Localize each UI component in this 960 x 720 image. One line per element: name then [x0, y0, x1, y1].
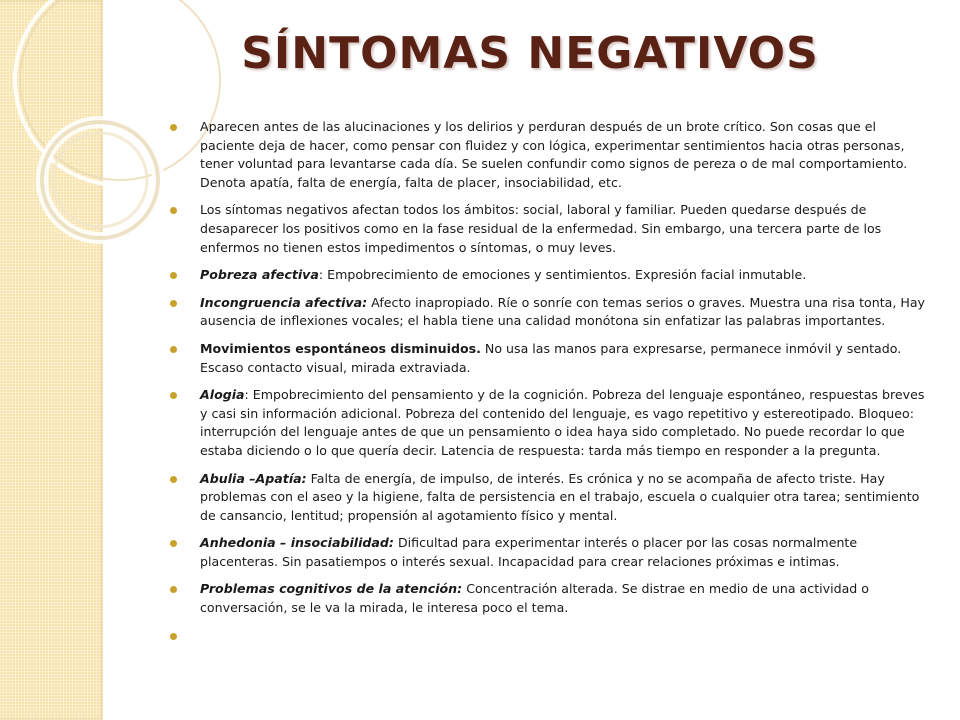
item-term: Problemas cognitivos de la atención: — [200, 581, 463, 597]
item-term: Incongruencia afectiva: — [200, 294, 368, 310]
list-item-alogia — [170, 386, 932, 460]
item-text: Dificultad para experimentar interés o placer por las cosas normalmente placenteras. Sin pasatiempos o interés sexual. Incapacidad para crear relaciones próximas e intimas. — [200, 535, 858, 569]
bullet-dot-icon — [170, 633, 177, 640]
item-text: : Empobrecimiento de emociones y sentimientos. Expresión facial inmutable. — [318, 267, 807, 283]
bullet-dot-icon — [170, 476, 177, 483]
item-text: Los síntomas negativos afectan todos los ámbitos: social, laboral y familiar. Pueden quedarse después de desaparecer los positivos como en la fase residual de la enfermedad. Sin embargo, una tercera parte de los enfermos no tienen estos impedimentos o síntomas, o muy leves. — [200, 202, 882, 255]
item-term: Abulia –Apatía: — [200, 470, 307, 486]
bullet-dot-icon — [170, 346, 177, 353]
slide-title: SÍNTOMAS NEGATIVOS — [241, 28, 819, 79]
item-text — [200, 628, 204, 643]
bullet-dot-icon — [170, 540, 177, 547]
list-item-areas — [170, 201, 932, 257]
bullet-dot-icon — [170, 272, 177, 279]
bullet-dot-icon — [170, 300, 177, 307]
bullet-dot-icon — [170, 586, 177, 593]
list-item-abulia — [170, 470, 932, 526]
list-item-atencion — [170, 580, 932, 617]
item-text: Falta de energía, de impulso, de interés. Es crónica y no se acompaña de afecto triste. Hay problemas con el aseo y la higiene, falta de persistencia en el trabajo, escuela o cualquier otra tarea; sentimiento de cansancio, lentitud; propensión al agotamiento físico y mental. — [200, 470, 920, 523]
item-text: Concentración alterada. Se distrae en medio de una actividad o conversación, se le va la mirada, le interesa poco el tema. — [200, 581, 869, 616]
list-item-pobreza-afectiva — [170, 266, 932, 285]
item-text: : Empobrecimiento del pensamiento y de la cognición. Pobreza del lenguaje espontáneo, respuestas breves y casi sin información adicional. Pobreza del contenido del lenguaje, es vago repetitivo y estereotipado. Bloqueo: interrupción del lenguaje antes de que un pensamiento o idea haya sido completado. No puede recordar lo que estaba diciendo o lo que quería decir. Latencia de respuesta: tarda más tiempo en responder a la pregunta. — [200, 387, 925, 458]
item-term: Pobreza afectiva — [200, 267, 319, 283]
list-item-empty — [170, 627, 932, 646]
bullet-dot-icon — [170, 124, 177, 131]
bullet-dot-icon — [170, 392, 177, 399]
item-text: Aparecen antes de las alucinaciones y los delirios y perduran después de un brote crítico. Son cosas que el paciente deja de hacer, como pensar con fluidez y con lógica, experimentar sentimientos hacia otras personas, tener voluntad para levantarse cada día. Se suelen confundir como signos de pereza o de mal comportamiento. Denota apatía, falta de energía, falta de placer, insociabilidad, etc. — [200, 119, 908, 190]
item-term: Alogia — [200, 387, 245, 403]
bullet-dot-icon — [170, 207, 177, 214]
list-item-anhedonia — [170, 534, 932, 571]
list-item-movimientos — [170, 340, 932, 377]
item-text: No usa las manos para expresarse, permanece inmóvil y sentado. Escaso contacto visual, mirada extraviada. — [200, 340, 902, 375]
item-term: Anhedonia – insociabilidad: — [200, 535, 394, 551]
item-term: Movimientos espontáneos disminuidos. — [200, 340, 481, 356]
list-item-incongruencia-afectiva — [170, 294, 932, 331]
bullet-list — [170, 118, 932, 654]
item-text: Afecto inapropiado. Ríe o sonríe con temas serios o graves. Muestra una risa tonta, Hay ausencia de inflexiones vocales; el habla tiene una calidad monótona sin enfatizar las palabras importantes. — [200, 294, 926, 329]
list-item-intro — [170, 118, 932, 192]
